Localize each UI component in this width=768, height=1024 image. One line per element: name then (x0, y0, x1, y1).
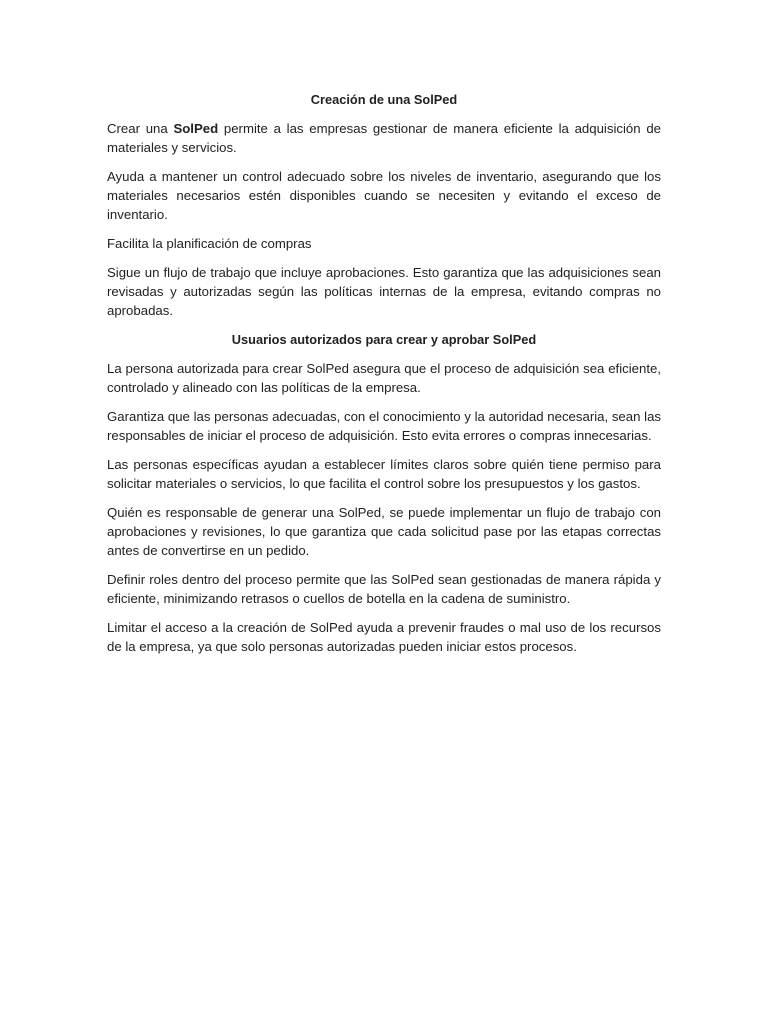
paragraph-workflow: Sigue un flujo de trabajo que incluye aprobaciones. Esto garantiza que las adquisiciones sean revisadas y autorizadas según las políticas internas de la empresa, evitando compras no aprobadas. (107, 265, 661, 318)
intro-bold-term: SolPed (173, 121, 219, 136)
intro-prefix: Crear una (107, 121, 174, 136)
paragraph-inventory: Ayuda a mantener un control adecuado sobre los niveles de inventario, asegurando que los materiales necesarios estén disponibles cuando se necesiten y evitando el exceso de inventario. (107, 169, 661, 222)
paragraph-roles: Definir roles dentro del proceso permite que las SolPed sean gestionadas de manera rápida y eficiente, minimizando retrasos o cuellos de botella en la cadena de suministro. (107, 572, 661, 606)
paragraph-planning: Facilita la planificación de compras (107, 236, 312, 251)
section-title-authorized-users: Usuarios autorizados para crear y aprobar SolPed (231, 332, 537, 347)
intro-paragraph (107, 119, 661, 157)
paragraph-authorized-person: La persona autorizada para crear SolPed asegura que el proceso de adquisición sea eficiente, controlado y alineado con las políticas de la empresa. (107, 361, 661, 395)
intro-suffix: permite a las empresas gestionar de manera eficiente la adquisición de materiales y servicios. (107, 121, 661, 155)
paragraph-limits: Las personas específicas ayudan a establecer límites claros sobre quién tiene permiso para solicitar materiales o servicios, lo que facilita el control sobre los presupuestos y los gastos. (107, 457, 661, 491)
paragraph-access-limit: Limitar el acceso a la creación de SolPed ayuda a prevenir fraudes o mal uso de los recursos de la empresa, ya que solo personas autorizadas pueden iniciar estos procesos. (107, 620, 661, 654)
paragraph-guarantee: Garantiza que las personas adecuadas, con el conocimiento y la autoridad necesaria, sean las responsables de iniciar el proceso de adquisición. Esto evita errores o compras innecesarias. (107, 409, 661, 443)
document-title: Creación de una SolPed (310, 92, 458, 107)
paragraph-responsible: Quién es responsable de generar una SolPed, se puede implementar un flujo de trabajo con aprobaciones y revisiones, lo que garantiza que cada solicitud pase por las etapas correctas antes de convertirse en un pedido. (107, 505, 661, 558)
